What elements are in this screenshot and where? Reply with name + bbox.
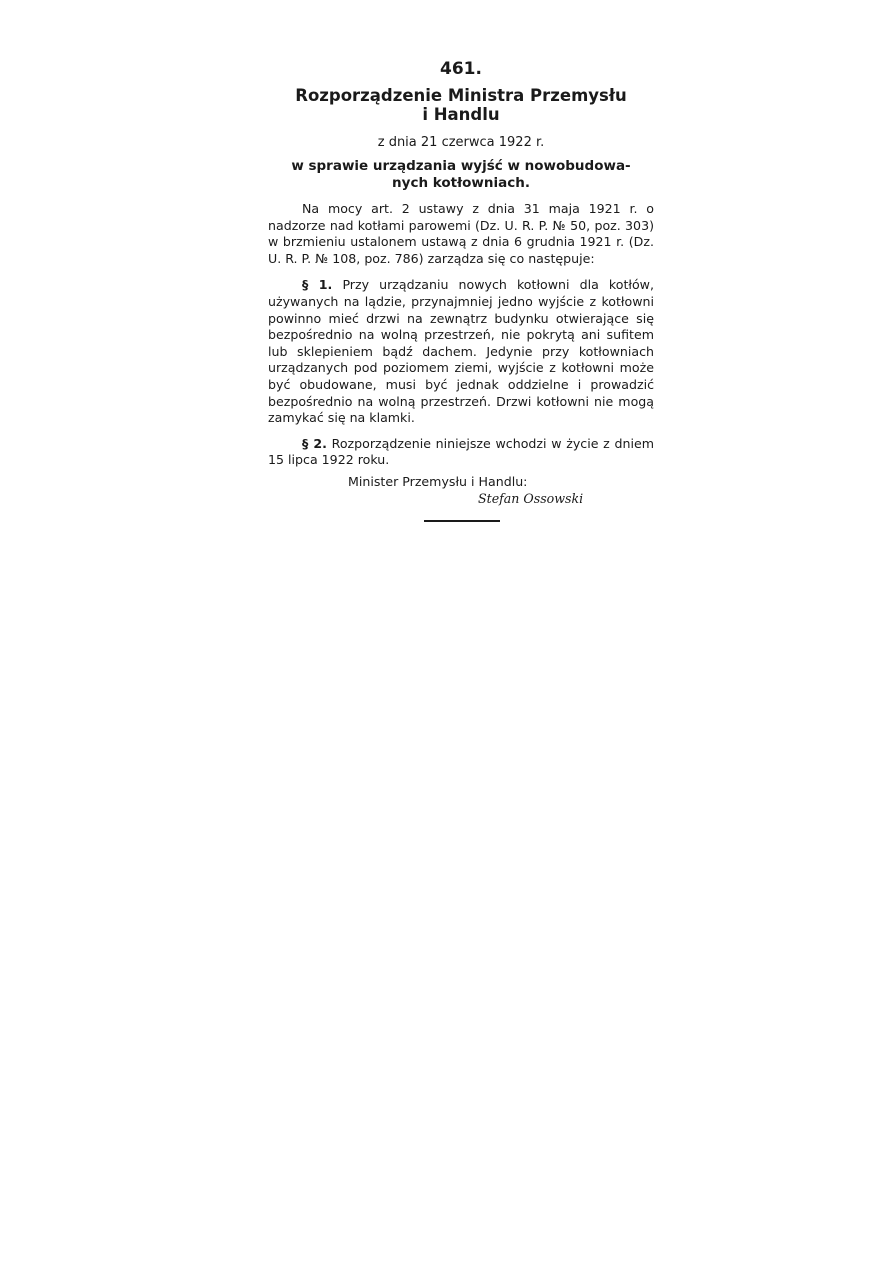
section-2 xyxy=(268,436,654,469)
section-2-mark: § 2. xyxy=(302,435,327,451)
intro-paragraph: Na mocy art. 2 ustawy z dnia 31 maja 1921 r. o nadzorze nad kotłami parowemi (Dz. U. R. P. № 50, poz. 303) w brzmieniu ustalonem ustawą z dnia 6 grudnia 1921 r. (Dz. U. R. P. № 108, poz. 786) zarządza się co następuje: xyxy=(268,201,654,266)
regulation-subject xyxy=(268,158,654,192)
regulation-number: 461. xyxy=(440,59,482,79)
title-line-2: i Handlu xyxy=(422,105,500,124)
regulation-title xyxy=(268,86,654,124)
section-1 xyxy=(268,277,654,426)
section-1-mark: § 1. xyxy=(302,277,333,293)
subject-line-1: w sprawie urządzania wyjść w nowobudowa- xyxy=(291,158,631,174)
subject-line-2: nych kotłowniach. xyxy=(392,175,530,191)
end-rule xyxy=(424,520,500,522)
section-2-text: Rozporządzenie niniejsze wchodzi w życie z dniem 15 lipca 1922 roku. xyxy=(268,435,654,468)
signer-name: Stefan Ossowski xyxy=(478,490,584,506)
signer-title: Minister Przemysłu i Handlu: xyxy=(348,473,528,489)
section-1-text: Przy urządzaniu nowych kotłowni dla kotłów, używanych na lądzie, przynajmniej jedno wyjście z kotłowni powinno mieć drzwi na zewnątrz budynku otwierające się bezpośrednio na wolną przestrzeń, nie pokrytą ani sufitem lub sklepieniem bądź dachem. Jedynie przy kotłowniach urządzanych pod poziomem ziemi, wyjście z kotłowni może być obudowane, musi być jednak oddzielne i prowadzić bezpośrednio na wolną przestrzeń. Drzwi kotłowni nie mogą zamykać się na klamki. xyxy=(268,277,654,426)
title-line-1: Rozporządzenie Ministra Przemysłu xyxy=(295,86,627,105)
regulation-column xyxy=(268,58,654,522)
regulation-date: z dnia 21 czerwca 1922 r. xyxy=(377,135,545,150)
